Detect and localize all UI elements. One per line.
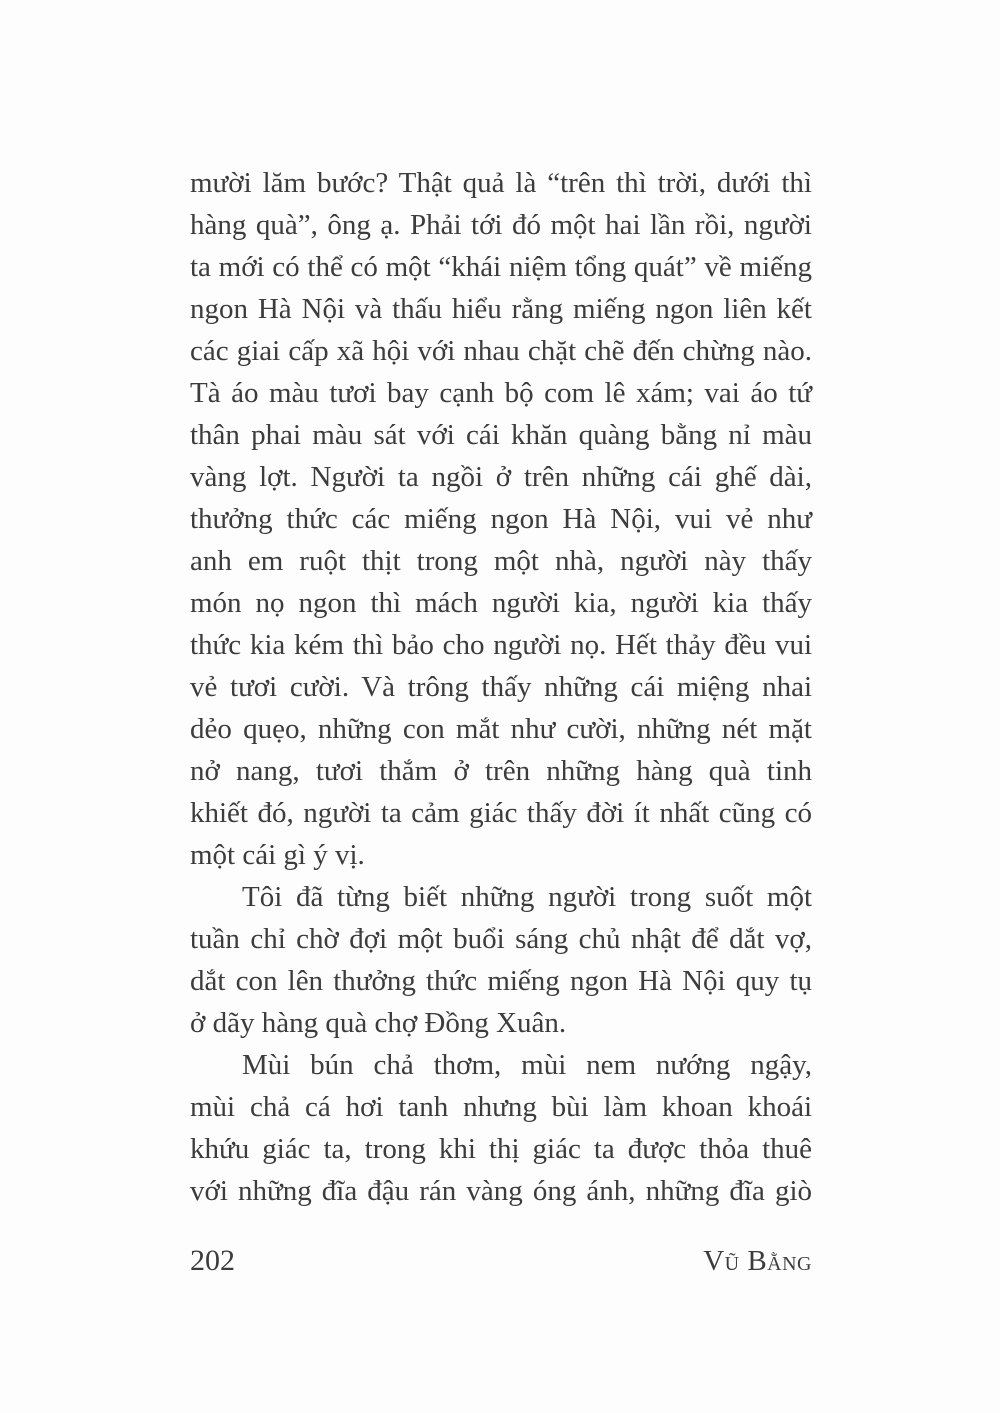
text-line: khiết đó, người ta cảm giác thấy đời ít nhất cũng có [190, 797, 812, 829]
text-line: khứu giác ta, trong khi thị giác ta được thỏa thuê [190, 1133, 812, 1165]
text-line: mười lăm bước? Thật quả là “trên thì trời, dưới thì [190, 167, 812, 199]
page-footer [190, 1240, 812, 1282]
text-line: một cái gì ý vị. [190, 839, 365, 871]
text-line: thức kia kém thì bảo cho người nọ. Hết thảy đều vui [190, 629, 812, 661]
text-line: hàng quà”, ông ạ. Phải tới đó một hai lần rồi, người [190, 209, 812, 241]
text-line: các giai cấp xã hội với nhau chặt chẽ đến chừng nào. [190, 335, 812, 367]
text-line: với những đĩa đậu rán vàng óng ánh, những đĩa giò [190, 1175, 812, 1207]
text-line: dẻo quẹo, những con mắt như cười, những nét mặt [190, 713, 812, 745]
author-running-head: Vũ Bằng [703, 1245, 812, 1277]
text-line: ta mới có thể có một “khái niệm tổng quát” về miếng [190, 251, 812, 283]
text-line: Mùi bún chả thơm, mùi nem nướng ngậy, [242, 1049, 812, 1081]
text-line: Tà áo màu tươi bay cạnh bộ com lê xám; vai áo tứ [190, 377, 812, 409]
text-line: thưởng thức các miếng ngon Hà Nội, vui vẻ như [190, 503, 812, 535]
page-number: 202 [190, 1244, 235, 1277]
text-line: món nọ ngon thì mách người kia, người kia thấy [190, 587, 812, 619]
text-line: tuần chỉ chờ đợi một buổi sáng chủ nhật để dắt vợ, [190, 923, 812, 955]
text-line: thân phai màu sát với cái khăn quàng bằng nỉ màu [190, 419, 812, 451]
text-line: vẻ tươi cười. Và trông thấy những cái miệng nhai [190, 671, 812, 703]
text-line: mùi chả cá hơi tanh nhưng bùi làm khoan khoái [190, 1091, 812, 1123]
text-line: dắt con lên thưởng thức miếng ngon Hà Nội quy tụ [190, 965, 812, 997]
text-line: anh em ruột thịt trong một nhà, người này thấy [190, 545, 812, 577]
page-text [190, 162, 812, 1212]
text-line: Tôi đã từng biết những người trong suốt một [242, 881, 812, 913]
text-line: ngon Hà Nội và thấu hiểu rằng miếng ngon liên kết [190, 293, 812, 325]
text-line: ở dãy hàng quà chợ Đồng Xuân. [190, 1007, 567, 1039]
text-line: vàng lợt. Người ta ngồi ở trên những cái ghế dài, [190, 461, 812, 493]
text-line: nở nang, tươi thắm ở trên những hàng quà tinh [190, 755, 812, 787]
